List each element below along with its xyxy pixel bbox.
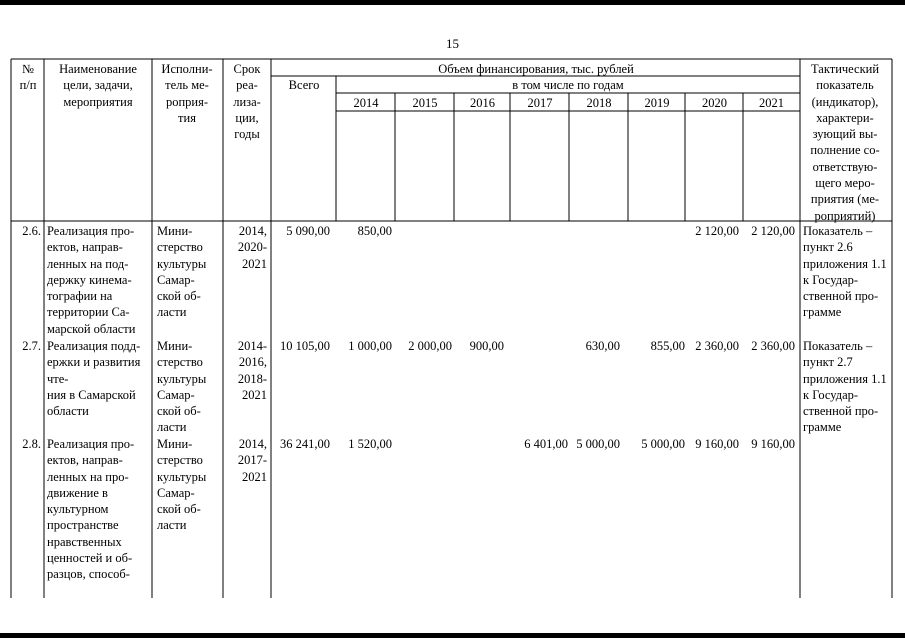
- header-year-2019: 2019: [644, 96, 670, 110]
- header-year-2017: 2017: [527, 96, 553, 110]
- row-total: 36 241,00: [280, 437, 330, 451]
- row-year-2019: 5 000,00: [641, 437, 685, 451]
- row-year-2015: 2 000,00: [408, 339, 452, 353]
- row-indicator: Показатель – пункт 2.7 приложения 1.1 к Государ- ственной про- грамме: [803, 339, 887, 435]
- header-year-2014: 2014: [353, 96, 379, 110]
- row-name: Реализация подд- ержки и развития чте- ния в Самарской области: [47, 339, 141, 419]
- row-executor: Мини- стерство культуры Самар- ской об- ласти: [157, 437, 207, 533]
- bottom-border: [0, 633, 905, 638]
- header-indicator: Тактический показатель (индикатор), характери- зующий вы- полнение со- ответствую- щего меро- приятия (ме- роприятий): [810, 62, 880, 223]
- row-year-2021: 2 360,00: [751, 339, 795, 353]
- row-year-2021: 2 120,00: [751, 224, 795, 238]
- header-executor: Исполни- тель ме- роприя- тия: [161, 62, 213, 125]
- row-year-2014: 1 520,00: [348, 437, 392, 451]
- header-by-years: в том числе по годам: [512, 78, 624, 92]
- row-year-2016: 900,00: [469, 339, 504, 353]
- row-year-2017: 6 401,00: [524, 437, 568, 451]
- row-term: 2014- 2016, 2018- 2021: [237, 339, 267, 402]
- row-name: Реализация про- ектов, направ- ленных на про- движение в культурном пространстве нравственных ценностей и об- разцов, способ-: [47, 437, 135, 582]
- row-year-2020: 9 160,00: [695, 437, 739, 451]
- header-name: Наименование цели, задачи, мероприятия: [59, 62, 137, 109]
- header-number: № п/п: [19, 62, 37, 93]
- header-term: Срок реа- лиза- ции, годы: [233, 62, 261, 142]
- row-year-2014: 850,00: [357, 224, 392, 238]
- row-year-2021: 9 160,00: [751, 437, 795, 451]
- row-number: 2.7.: [22, 339, 41, 353]
- header-year-2015: 2015: [412, 96, 438, 110]
- row-year-2020: 2 360,00: [695, 339, 739, 353]
- row-executor: Мини- стерство культуры Самар- ской об- ласти: [157, 339, 207, 435]
- row-executor: Мини- стерство культуры Самар- ской об- ласти: [157, 224, 207, 320]
- header-year-2018: 2018: [586, 96, 612, 110]
- row-year-2018: 5 000,00: [576, 437, 620, 451]
- row-year-2014: 1 000,00: [348, 339, 392, 353]
- row-year-2018: 630,00: [585, 339, 620, 353]
- header-year-2020: 2020: [702, 96, 727, 110]
- row-number: 2.6.: [22, 224, 41, 238]
- row-total: 10 105,00: [280, 339, 330, 353]
- page-number: 15: [446, 36, 459, 51]
- header-funding: Объем финансирования, тыс. рублей: [438, 62, 634, 76]
- header-year-2016: 2016: [470, 96, 495, 110]
- header-total: Всего: [288, 78, 320, 92]
- row-total: 5 090,00: [286, 224, 330, 238]
- row-term: 2014, 2020- 2021: [237, 224, 267, 271]
- row-name: Реализация про- ектов, направ- ленных на под- держку кинема- тографии на территории Са- марской области: [47, 224, 136, 336]
- row-number: 2.8.: [22, 437, 41, 451]
- row-year-2020: 2 120,00: [695, 224, 739, 238]
- row-year-2019: 855,00: [650, 339, 685, 353]
- row-indicator: Показатель – пункт 2.6 приложения 1.1 к Государ- ственной про- грамме: [803, 224, 887, 320]
- header-year-2021: 2021: [759, 96, 784, 110]
- row-term: 2014, 2017- 2021: [237, 437, 267, 484]
